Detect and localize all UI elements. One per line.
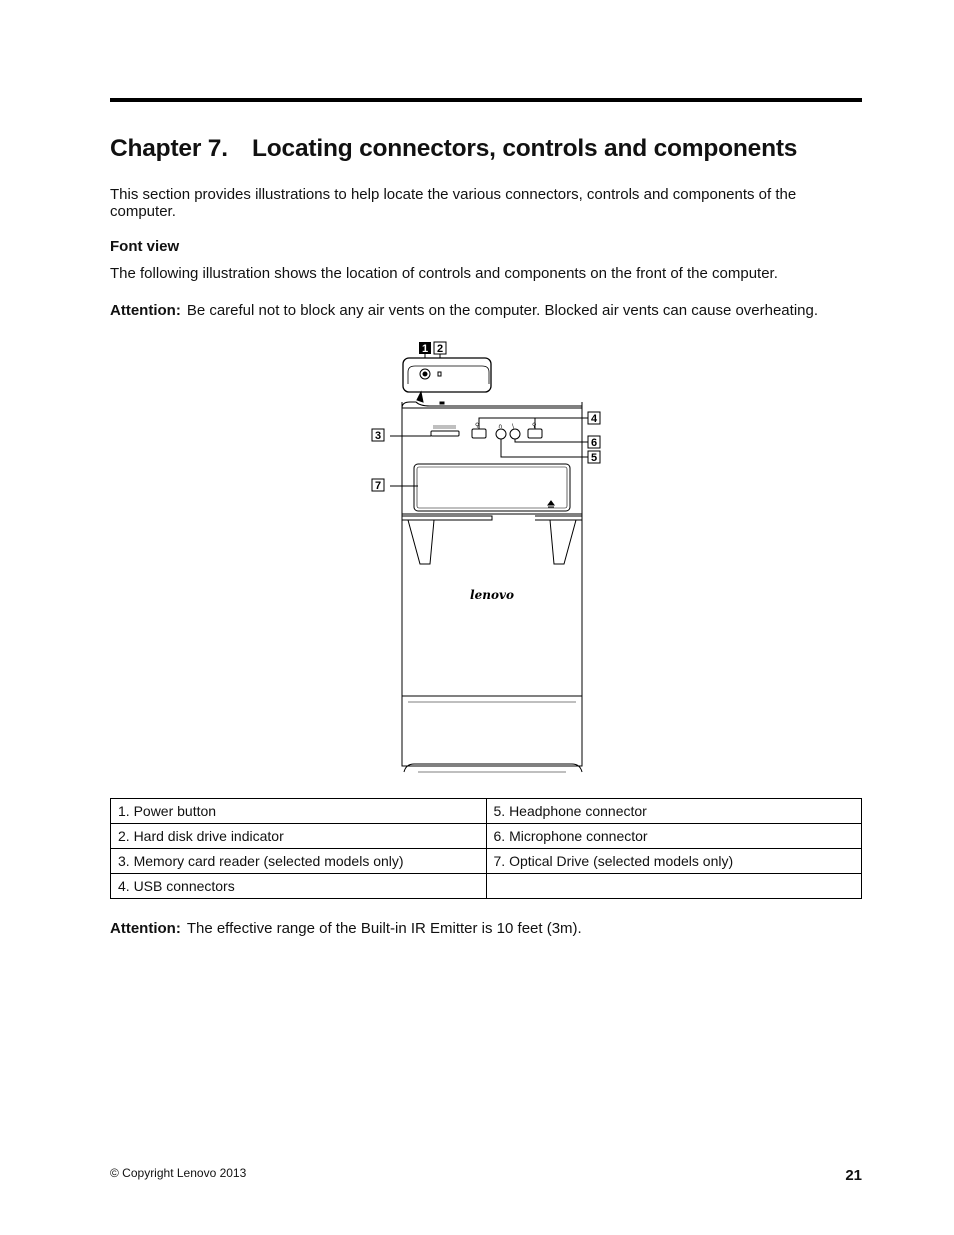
usb-port-left — [472, 429, 486, 438]
copyright-notice: © Copyright Lenovo 2013 — [110, 1166, 247, 1180]
hdd-indicator-icon — [438, 372, 441, 376]
power-area-inset — [403, 358, 491, 392]
chapter-title — [110, 135, 797, 163]
table-cell: 2. Hard disk drive indicator — [111, 824, 487, 849]
svg-text:∩: ∩ — [498, 423, 503, 430]
attention-label: Attention: — [110, 302, 181, 319]
optical-drive-bay — [414, 464, 570, 511]
attention-air-vents — [110, 302, 860, 319]
svg-text:\: \ — [512, 423, 515, 430]
callout-4: 4 — [590, 413, 598, 425]
callouts — [372, 342, 600, 492]
table-cell: 6. Microphone connector — [486, 824, 862, 849]
attention-ir-emitter — [110, 920, 860, 937]
table-cell — [486, 874, 862, 899]
card-reader-slot — [431, 431, 459, 436]
usb-port-right — [528, 429, 542, 438]
table-cell: 4. USB connectors — [111, 874, 487, 899]
callout-7: 7 — [374, 480, 382, 492]
section-description: The following illustration shows the location of controls and components on the front of the computer. — [110, 265, 778, 282]
section-heading: Font view — [110, 238, 180, 255]
callout-2: 2 — [436, 343, 444, 355]
table-row — [111, 849, 862, 874]
headphone-jack — [496, 429, 506, 439]
attention-label: Attention: — [110, 920, 181, 937]
eject-icon — [548, 501, 554, 505]
attention-text: Be careful not to block any air vents on the computer. Blocked air vents can cause overheating. — [186, 302, 819, 319]
table-cell: 3. Memory card reader (selected models only) — [111, 849, 487, 874]
attention-text: The effective range of the Built-in IR Emitter is 10 feet (3m). — [186, 920, 582, 937]
table-cell: 7. Optical Drive (selected models only) — [486, 849, 862, 874]
lenovo-logo: lenovo — [470, 588, 514, 602]
callout-3: 3 — [374, 430, 382, 442]
parts-table — [110, 798, 862, 899]
svg-text:⚲: ⚲ — [475, 422, 480, 429]
chapter-top-rule — [110, 98, 862, 102]
vent-grille — [418, 766, 566, 772]
table-cell: 5. Headphone connector — [486, 799, 862, 824]
table-row — [111, 874, 862, 899]
callout-1: 1 — [421, 343, 429, 355]
chapter-number: Chapter 7. — [110, 135, 228, 162]
svg-text:⚲: ⚲ — [532, 422, 537, 429]
intro-paragraph: This section provides illustrations to help locate the various connectors, controls and components of the computer. — [110, 186, 797, 220]
table-row — [111, 799, 862, 824]
microphone-jack — [510, 429, 520, 439]
chapter-name: Locating connectors, controls and components — [252, 135, 798, 162]
callout-5: 5 — [590, 452, 598, 464]
page-number: 21 — [845, 1167, 862, 1184]
table-cell: 1. Power button — [111, 799, 487, 824]
table-row — [111, 824, 862, 849]
front-view-illustration — [360, 336, 620, 776]
callout-6: 6 — [590, 437, 598, 449]
